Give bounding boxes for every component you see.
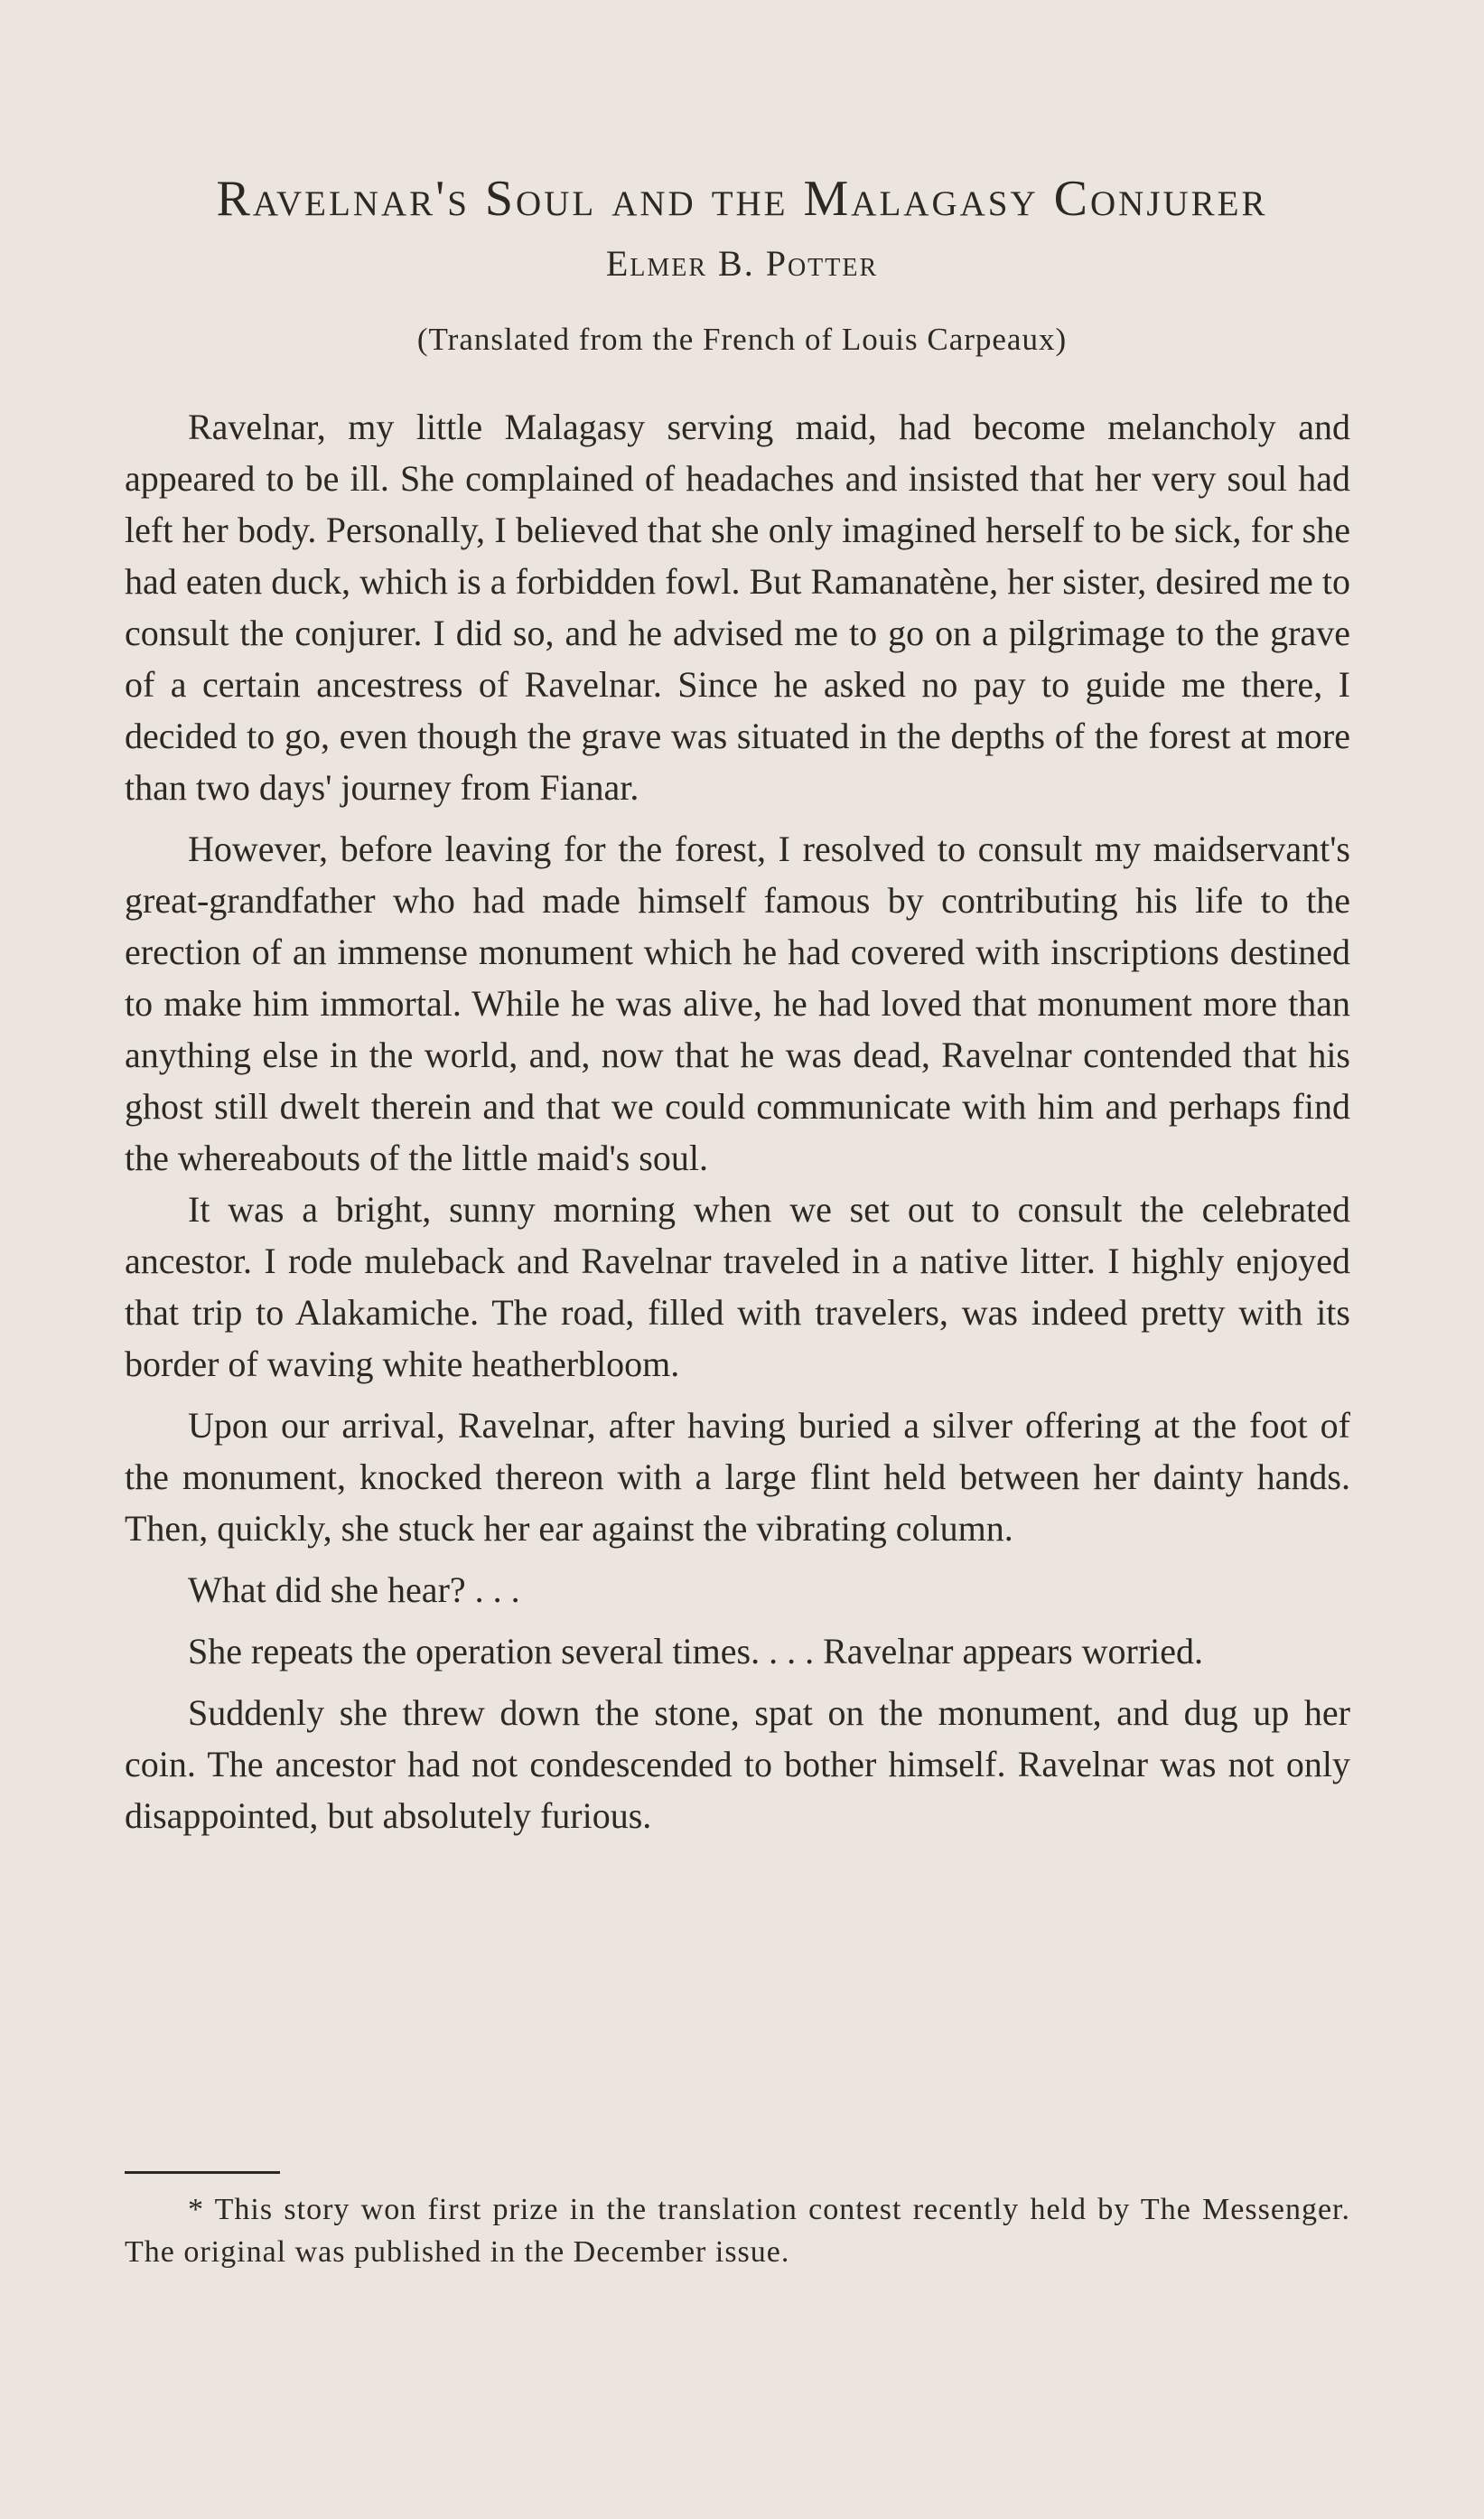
paragraph-1: Ravelnar, my little Malagasy serving maid, had become melancholy and appeared to be ill. She complained of headaches and insisted that her very soul had left her body. Personally, I believed that she only imagined herself to be sick, for she had eaten duck, which is a forbidden fowl. But Ramanatène, her sister, desired me to consult the conjurer. I did so, and he advised me to go on a pilgrimage to the grave of a certain ancestress of Ravelnar. Since he asked no pay to guide me there, I decided to go, even though the grave was situated in the depths of the forest at more than two days' journey from Fianar. bbox=[125, 407, 1350, 808]
paragraph-3: It was a bright, sunny morning when we set out to consult the celebrated ancestor. I rode muleback and Ravelnar traveled in a native litter. I highly enjoyed that trip to Alakamiche. The road, filled with travelers, was indeed pretty with its border of waving white heatherbloom. bbox=[125, 1189, 1350, 1384]
paragraph-4: Upon our arrival, Ravelnar, after having buried a silver offering at the foot of the monument, knocked thereon with a large flint held between her dainty hands. Then, quickly, she stuck her ear against the vibrating column. bbox=[125, 1405, 1350, 1549]
paragraph-7: Suddenly she threw down the stone, spat on the monument, and dug up her coin. The ancestor had not condescended to bother himself. Ravelnar was not only disappointed, but absolutely furious. bbox=[125, 1692, 1350, 1836]
author-name: Elmer B. Potter bbox=[605, 243, 879, 284]
story-body bbox=[125, 401, 1350, 1841]
paragraph-2: However, before leaving for the forest, I resolved to consult my maidservant's great-grandfather who had made himself famous by contributing his life to the erection of an immense monument which he had covered with inscriptions destined to make him immortal. While he was alive, he had loved that monument more than anything else in the world, and, now that he was dead, Ravelnar contended that his ghost still dwelt therein and that we could communicate with him and perhaps find the whereabouts of the little maid's soul. bbox=[125, 829, 1350, 1178]
footnote: * This story won first prize in the translation contest recently held by The Messenger. The original was published in the December issue. bbox=[125, 2193, 1350, 2269]
story-title: Ravelnar's Soul and the Malagasy Conjurer bbox=[216, 171, 1268, 227]
translation-note: (Translated from the French of Louis Carpeaux) bbox=[416, 322, 1068, 357]
footnote-divider bbox=[125, 2171, 280, 2174]
paragraph-5: What did she hear? . . . bbox=[188, 1569, 520, 1610]
paragraph-6: She repeats the operation several times. . . . Ravelnar appears worried. bbox=[188, 1631, 1204, 1672]
